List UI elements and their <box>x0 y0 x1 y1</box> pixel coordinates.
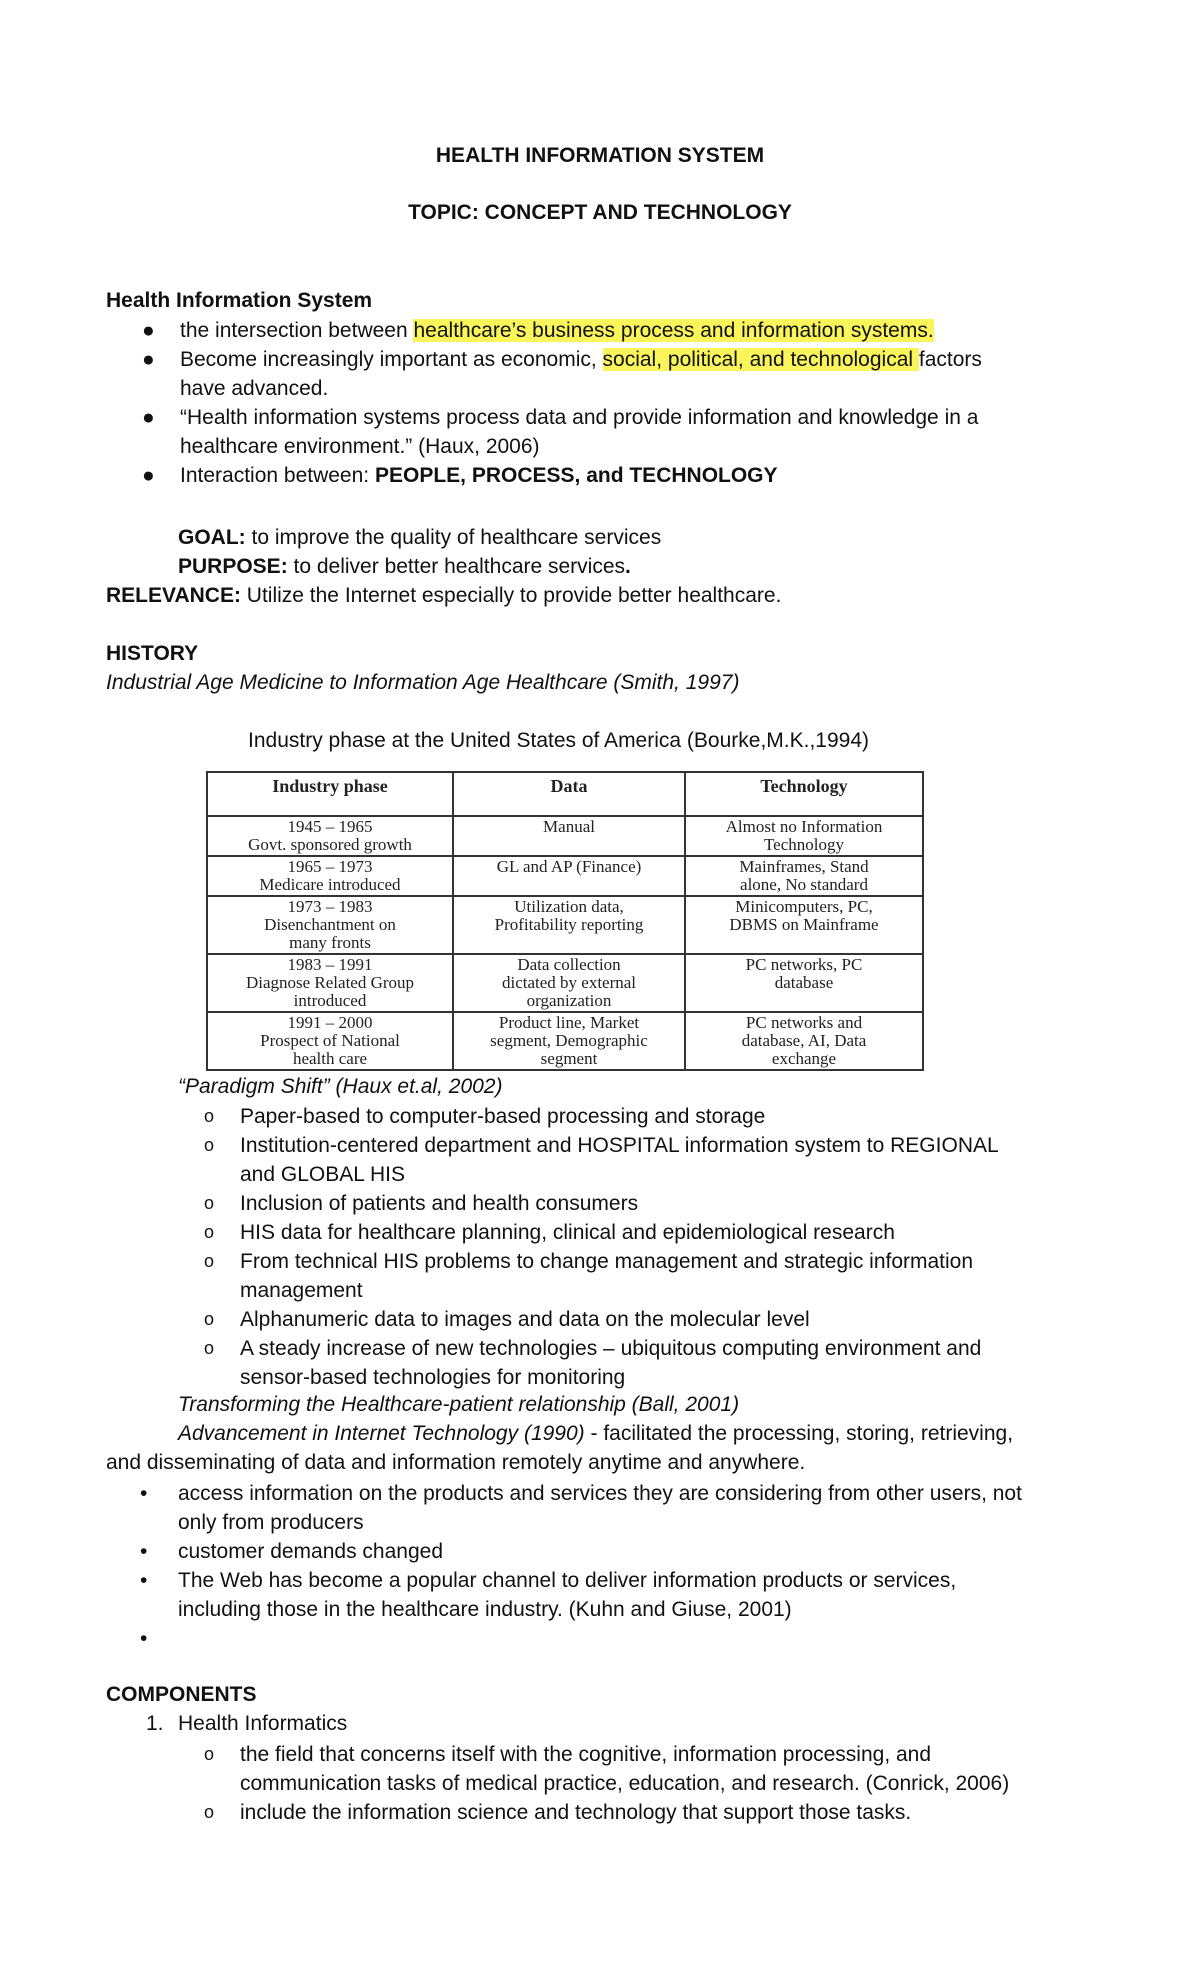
bullet-icon: • <box>140 1627 148 1650</box>
component-item-label: Health Informatics <box>178 1712 348 1735</box>
list-item <box>204 1218 1140 1247</box>
hollow-circle-bullet-icon: o <box>204 1338 215 1358</box>
column-header: Industry phase <box>207 772 453 816</box>
list-item-text: Inclusion of patients and health consumers <box>240 1192 639 1215</box>
paradigm-list <box>204 1102 1140 1392</box>
table-cell: PC networks and database, AI, Data exchange <box>685 1012 923 1070</box>
hollow-circle-bullet-icon: o <box>204 1222 215 1242</box>
list-item-text: communication tasks of medical practice, education, and research. (Conrick, 2006) <box>240 1772 1010 1795</box>
list-item-text: Alphanumeric data to images and data on the molecular level <box>240 1308 810 1331</box>
bullet-icon: ● <box>142 348 155 371</box>
hollow-circle-bullet-icon: o <box>204 1135 215 1155</box>
list-item <box>204 1740 1140 1798</box>
hollow-circle-bullet-icon: o <box>204 1309 215 1329</box>
list-item <box>204 1305 1140 1334</box>
table-cell: Data collection dictated by external organization <box>453 954 685 1012</box>
table-cell: Product line, Market segment, Demographic segment <box>453 1012 685 1070</box>
list-number: 1. <box>146 1712 164 1735</box>
his-bullet-list <box>142 316 1140 490</box>
hollow-circle-bullet-icon: o <box>204 1802 215 1822</box>
list-item <box>140 1479 1138 1537</box>
column-header: Technology <box>685 772 923 816</box>
hollow-circle-bullet-icon: o <box>204 1193 215 1213</box>
table-cell: Minicomputers, PC, DBMS on Mainframe <box>685 896 923 954</box>
list-item: ● Interaction between: PEOPLE, PROCESS, and TECHNOLOGY <box>180 461 1140 490</box>
table-row <box>207 954 923 1012</box>
list-item-text: Paper-based to computer-based processing and storage <box>240 1105 766 1128</box>
list-item: ● Become increasingly important as economic, social, political, and technological factors have advanced. <box>180 345 1140 403</box>
relevance-line: RELEVANCE: Utilize the Internet especially to provide better healthcare. <box>106 584 782 607</box>
list-item <box>140 1537 1138 1566</box>
list-item <box>140 1566 1138 1624</box>
hollow-circle-bullet-icon: o <box>204 1106 215 1126</box>
list-item-text: access information on the products and services they are considering from other users, not <box>178 1482 1022 1505</box>
table-caption: Industry phase at the United States of America (Bourke,M.K.,1994) <box>248 729 869 752</box>
section-heading-history: HISTORY <box>106 642 199 665</box>
list-item <box>140 1624 1138 1653</box>
list-item-text: A steady increase of new technologies – ubiquitous computing environment and <box>240 1337 982 1360</box>
transforming-line: Transforming the Healthcare-patient relationship (Ball, 2001) <box>178 1393 740 1416</box>
table-row <box>207 1012 923 1070</box>
hollow-circle-bullet-icon: o <box>204 1744 215 1764</box>
bullet-icon: ● <box>142 319 155 342</box>
document-title: HEALTH INFORMATION SYSTEM <box>435 144 765 167</box>
table-cell: Mainframes, Stand alone, No standard <box>685 856 923 896</box>
list-item-text: Institution-centered department and HOSPITAL information system to REGIONAL <box>240 1134 999 1157</box>
document-topic: TOPIC: CONCEPT AND TECHNOLOGY <box>408 201 792 224</box>
list-item-text: including those in the healthcare industry. (Kuhn and Giuse, 2001) <box>178 1598 792 1621</box>
section-heading-his: Health Information System <box>106 289 373 312</box>
industry-phase-table <box>206 771 924 1071</box>
table-cell: 1965 – 1973 Medicare introduced <box>207 856 453 896</box>
paradigm-shift-heading: “Paradigm Shift” (Haux et.al, 2002) <box>178 1075 503 1098</box>
list-item-text: and GLOBAL HIS <box>240 1163 405 1186</box>
table-cell: 1983 – 1991 Diagnose Related Group introduced <box>207 954 453 1012</box>
bullet-icon: ● <box>142 464 155 487</box>
list-item-text: include the information science and technology that support those tasks. <box>240 1801 912 1824</box>
table-cell: Manual <box>453 816 685 856</box>
table-header-row <box>207 772 923 816</box>
column-header: Data <box>453 772 685 816</box>
list-item-text: The Web has become a popular channel to deliver information products or services, <box>178 1569 957 1592</box>
advancement-line-2: and disseminating of data and information remotely anytime and anywhere. <box>106 1451 806 1474</box>
table-row <box>207 856 923 896</box>
advancement-line: Advancement in Internet Technology (1990) - facilitated the processing, storing, retrieving, <box>178 1422 1014 1445</box>
hollow-circle-bullet-icon: o <box>204 1251 215 1271</box>
bullet-icon: ● <box>142 406 155 429</box>
purpose-line: PURPOSE: to deliver better healthcare services. <box>178 555 631 578</box>
list-item <box>204 1334 1140 1392</box>
list-item-text: customer demands changed <box>178 1540 443 1563</box>
history-subtitle: Industrial Age Medicine to Information Age Healthcare (Smith, 1997) <box>106 671 740 694</box>
table-row <box>207 816 923 856</box>
list-item-text: From technical HIS problems to change management and strategic information <box>240 1250 974 1273</box>
table-cell: 1991 – 2000 Prospect of National health care <box>207 1012 453 1070</box>
list-item: ● the intersection between healthcare’s business process and information systems. <box>180 316 1140 345</box>
list-item <box>204 1798 1140 1827</box>
table-cell: Utilization data, Profitability reporting <box>453 896 685 954</box>
list-item <box>204 1247 1140 1305</box>
history-bullet-list <box>140 1479 1138 1653</box>
bullet-icon: • <box>140 1482 148 1505</box>
list-item <box>204 1131 1140 1189</box>
table-cell: PC networks, PC database <box>685 954 923 1012</box>
highlighted-text: social, political, and technological <box>602 348 919 371</box>
table-cell: Almost no Information Technology <box>685 816 923 856</box>
table-cell: 1973 – 1983 Disenchantment on many fronts <box>207 896 453 954</box>
highlighted-text: healthcare’s business process and information systems. <box>413 319 934 342</box>
section-heading-components: COMPONENTS <box>106 1683 257 1706</box>
list-item-text: HIS data for healthcare planning, clinical and epidemiological research <box>240 1221 895 1244</box>
list-item-text: management <box>240 1279 363 1302</box>
list-item-text: sensor-based technologies for monitoring <box>240 1366 626 1389</box>
list-item <box>204 1189 1140 1218</box>
bullet-icon: • <box>140 1569 148 1592</box>
components-sub-list <box>204 1740 1140 1827</box>
list-item: ● “Health information systems process data and provide information and knowledge in a healthcare environment.” (Haux, 2006) <box>180 403 1140 461</box>
goal-line: GOAL: to improve the quality of healthcare services <box>178 526 662 549</box>
bullet-icon: • <box>140 1540 148 1563</box>
list-item-text: the field that concerns itself with the cognitive, information processing, and <box>240 1743 932 1766</box>
table-row <box>207 896 923 954</box>
table-cell: GL and AP (Finance) <box>453 856 685 896</box>
table-cell: 1945 – 1965 Govt. sponsored growth <box>207 816 453 856</box>
list-item-text: only from producers <box>178 1511 364 1534</box>
list-item <box>204 1102 1140 1131</box>
